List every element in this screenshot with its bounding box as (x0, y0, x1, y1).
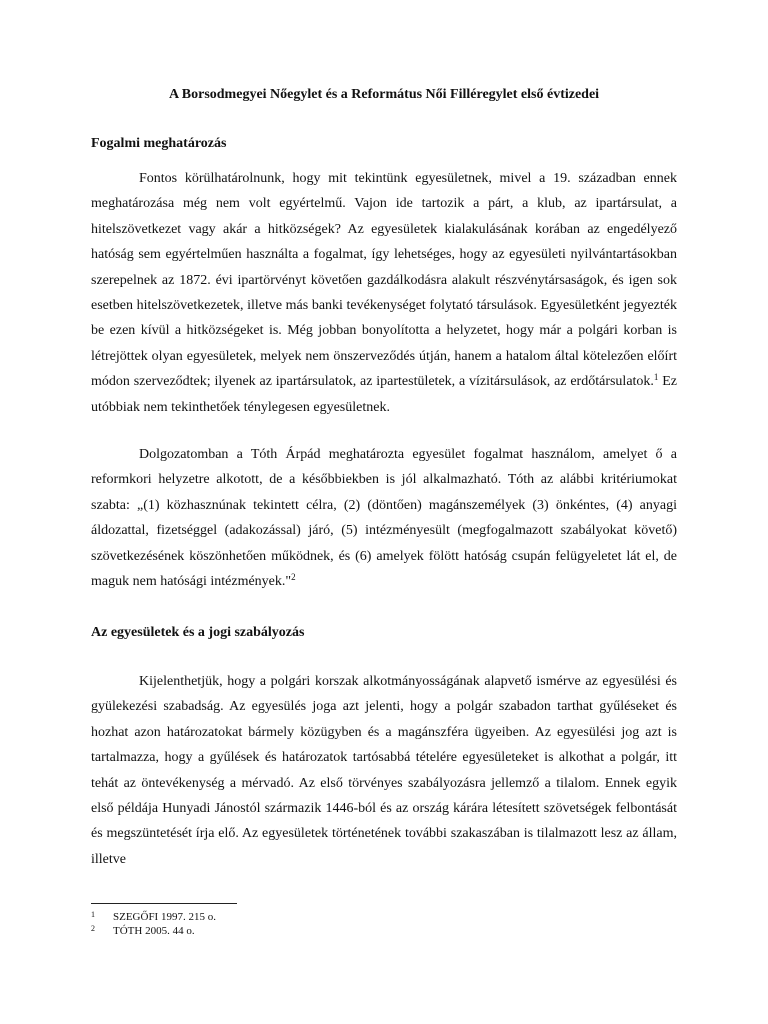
paragraph-2-text: Dolgozatomban a Tóth Árpád meghatározta egyesület fogalmat használom, amelyet ő a reformkori helyzetre alkotott, de a későbbiekben is jól alkalmazható. Tóth az alábbi kritériumokat szabta: „(1) közhasznúnak tekintett célra, (2) (döntően) magánszemélyek (3) önkéntes, (4) anyagi áldozattal, fizetséggel (adakozással) járó, (5) intézményesült (megfogalmazott szabályokat követő) szövetkezésének köszönhetően működnek, és (6) amelyek fölött hatóság csupán felügyeletet lát el, de maguk nem hatósági intézmények." (91, 447, 677, 590)
document-title: A Borsodmegyei Nőegylet és a Református Női Filléregylet első évtizedei (168, 87, 600, 102)
footnote-ref-1: 1 (653, 372, 659, 383)
footnote-2-number: 2 (91, 924, 95, 933)
paragraph-1 (91, 166, 677, 420)
paragraph-3: Kijelenthetjük, hogy a polgári korszak alkotmányosságának alapvető ismérve az egyesülési és gyülekezési szabadság. Az egyesülés joga azt jelenti, hogy a polgár szabadon tarthat gyűléseket és hozhat azon határozatokat bármely közügyben és a magánszféra ügyeiben. Az egyesülési jog azt is tartalmazza, hogy a gyűlések és határozatok tartósabbá tételére egyesületeket is alkothat a polgár, itt tehát az öntevékenység a mérvadó. Az első törvényes szabályozásra jellemző a tilalom. Ennek egyik első példája Hunyadi Jánostól származik 1446-ból és az ország kárára létesített szövetségek felbontását és megszüntetését írja elő. Az egyesületek történetének további szakaszában is tilalmazott lesz az állam, illetve (91, 674, 677, 867)
footnote-2-text: TÓTH 2005. 44 o. (113, 925, 195, 937)
footnote-2 (91, 922, 195, 938)
paragraph-2 (91, 442, 677, 594)
footnote-ref-2: 2 (291, 572, 296, 583)
footnote-1-number: 1 (91, 910, 95, 919)
section-heading-fogalmi: Fogalmi meghatározás (91, 136, 227, 151)
paragraph-1-text: Fontos körülhatárolnunk, hogy mit tekintünk egyesületnek, mivel a 19. században ennek meghatározása még nem volt egyértelmű. Vajon ide tartozik a párt, a klub, az ipartársulat, a hitelszövetkezet vagy akár a hitközségek? Az egyesületek kialakulásának korában az engedélyező hatóság sem egyértelműen használta a fogalmat, így lehetséges, hogy az egyesületi nyilvántartásokban szerepelnek az 1872. évi ipartörvényt követően gazdálkodásra alakult részvénytársaságok, és igen sok esetben hitelszövetkezetek, illetve más banki tevékenységet folytató társulások. Egyesületként jegyezték be ezen kívül a hitközségeket is. Még jobban bonyolította a helyzetet, hogy már a polgári korban is létrejöttek olyan egyesületek, melyek nem önszerveződés útján, hanem a hatalom által kötelezően előírt módon szerveződtek; ilyenek az ipartársulatok, az ipartestületek, a vízitársulások, az erdőtársulatok. (91, 171, 677, 390)
document-page (91, 0, 677, 1024)
footnote-1-text: SZEGŐFI 1997. 215 o. (113, 911, 216, 923)
section-heading-jogi: Az egyesületek és a jogi szabályozás (91, 625, 305, 640)
footnote-divider (91, 903, 237, 904)
paragraph-1-text-end: Ez utóbbiak nem tekinthetőek ténylegesen egyesületnek. (91, 374, 678, 415)
